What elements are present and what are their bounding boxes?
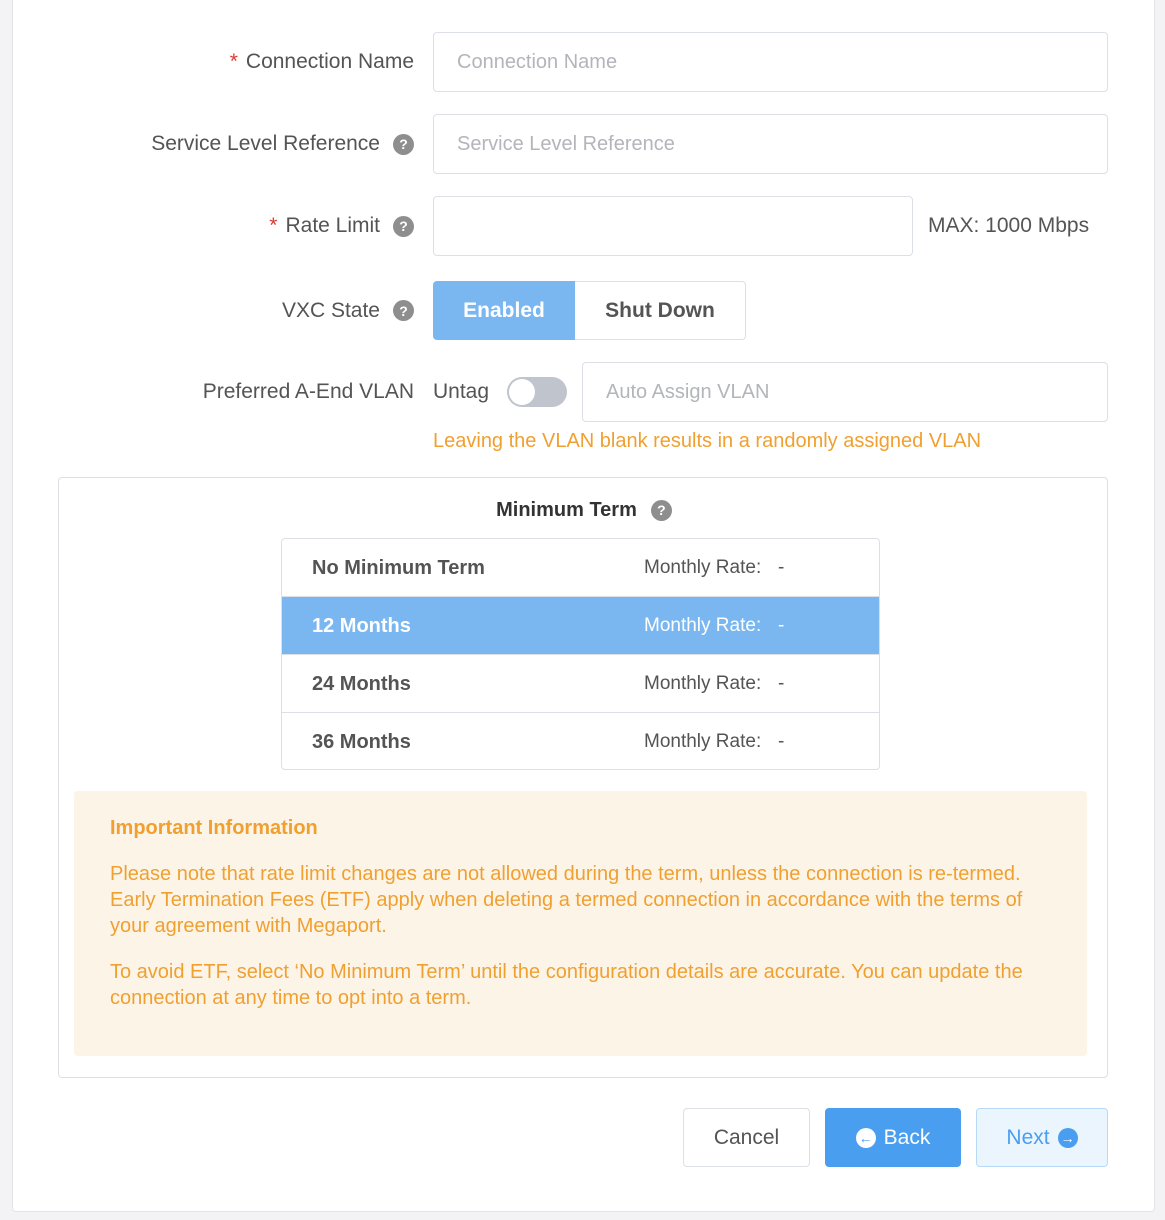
vlan-label: Preferred A-End VLAN — [202, 380, 414, 403]
info-paragraph-1: Please note that rate limit changes are not allowed during the term, unless the connection is re-termed. Early Termination Fees (ETF) apply when deleting a termed connection in accordance with the terms of your agreement with Megaport. — [110, 863, 1023, 937]
cancel-button[interactable]: Cancel — [683, 1108, 810, 1167]
service-level-input[interactable] — [433, 114, 1108, 174]
untag-switch[interactable] — [507, 377, 567, 407]
vlan-hint: Leaving the VLAN blank results in a randomly assigned VLAN — [433, 430, 982, 452]
switch-knob — [509, 379, 535, 405]
connection-name-input[interactable] — [433, 32, 1108, 92]
help-icon[interactable]: ? — [393, 216, 414, 237]
term-option-24-months[interactable]: 24 Months Monthly Rate: - — [282, 655, 879, 713]
info-paragraph-2: To avoid ETF, select ‘No Minimum Term’ until the configuration details are accurate. You can update the connection at any time to opt into a term. — [110, 961, 1023, 1009]
next-button[interactable]: Next → — [976, 1108, 1108, 1167]
arrow-right-icon: → — [1058, 1128, 1078, 1148]
info-title: Important Information — [110, 817, 318, 839]
enabled-button[interactable]: Enabled — [433, 281, 575, 340]
rate-limit-label: * Rate Limit ? — [269, 196, 414, 256]
arrow-left-icon: ← — [856, 1128, 876, 1148]
untag-label: Untag — [433, 380, 490, 403]
vlan-input[interactable] — [582, 362, 1108, 422]
help-icon[interactable]: ? — [393, 300, 414, 321]
service-level-label: Service Level Reference ? — [151, 114, 414, 174]
vxc-state-toggle — [433, 281, 746, 340]
term-list — [281, 538, 880, 770]
minimum-term-section — [58, 477, 1108, 1078]
term-option-12-months[interactable]: 12 Months Monthly Rate: - — [282, 597, 879, 655]
back-button[interactable]: ← Back — [825, 1108, 961, 1167]
shut-down-button[interactable]: Shut Down — [575, 281, 746, 340]
required-mark: * — [269, 214, 278, 237]
required-mark: * — [229, 50, 238, 73]
vxc-state-label: VXC State ? — [282, 281, 414, 340]
help-icon[interactable]: ? — [651, 500, 672, 521]
help-icon[interactable]: ? — [393, 134, 414, 155]
rate-limit-input[interactable] — [433, 196, 913, 256]
important-info-box — [74, 791, 1087, 1056]
connection-name-label: * Connection Name — [229, 50, 414, 73]
term-option-none[interactable]: No Minimum Term Monthly Rate: - — [282, 539, 879, 597]
minimum-term-title: Minimum Term ? — [59, 496, 1109, 524]
term-option-36-months[interactable]: 36 Months Monthly Rate: - — [312, 730, 785, 753]
rate-limit-max: MAX: 1000 Mbps — [928, 214, 1090, 237]
